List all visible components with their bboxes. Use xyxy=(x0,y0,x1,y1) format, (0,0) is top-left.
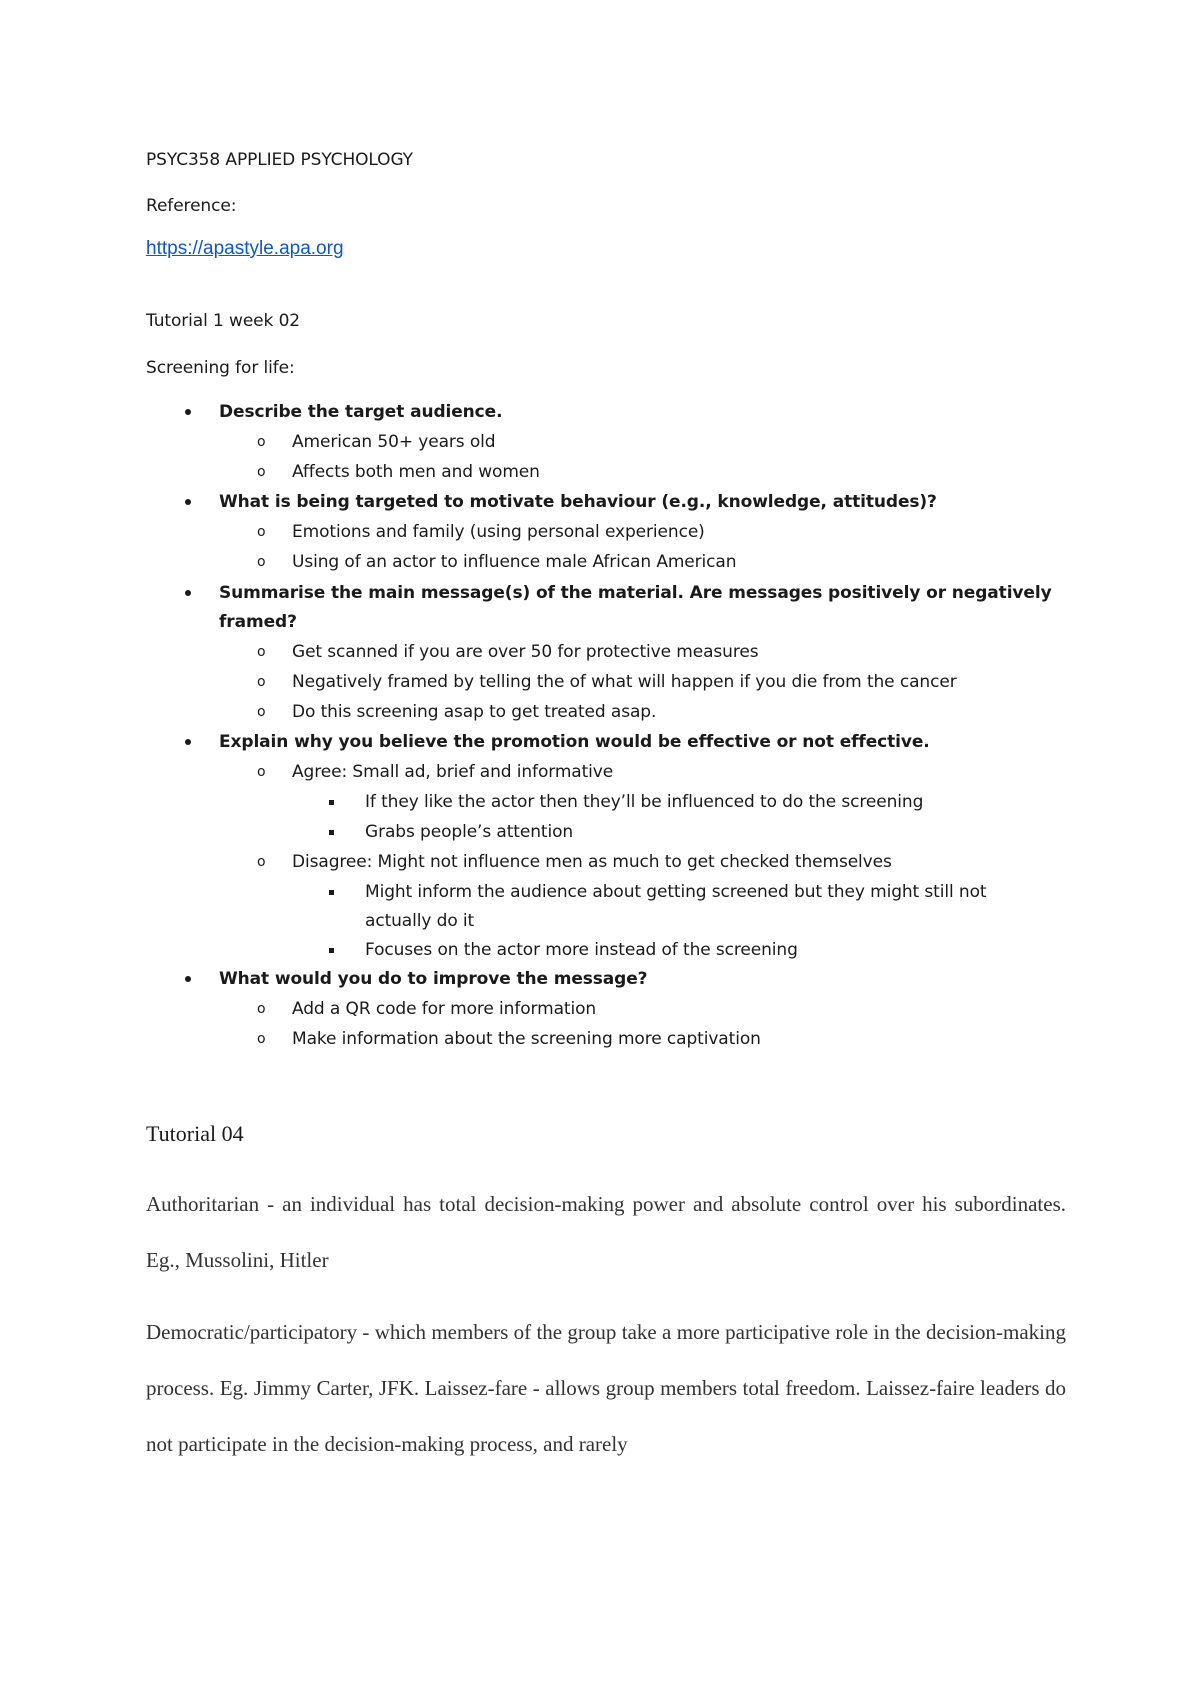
circle-marker: o xyxy=(257,464,266,480)
bullet-marker xyxy=(185,590,191,596)
bullet-marker xyxy=(185,499,191,505)
question-5: What would you do to improve the message? xyxy=(219,969,648,989)
circle-marker: o xyxy=(257,524,266,540)
answer-3-1: Get scanned if you are over 50 for protective measures xyxy=(292,642,759,662)
answer-1-1: American 50+ years old xyxy=(292,432,496,452)
answer-4-2-sub-2: Focuses on the actor more instead of the screening xyxy=(365,940,798,960)
square-marker xyxy=(329,948,334,953)
circle-marker: o xyxy=(257,704,266,720)
circle-marker: o xyxy=(257,1031,266,1047)
question-2: What is being targeted to motivate behaviour (e.g., knowledge, attitudes)? xyxy=(219,492,937,512)
answer-4-1: Agree: Small ad, brief and informative xyxy=(292,762,614,782)
question-3-line1: Summarise the main message(s) of the material. Are messages positively or negatively xyxy=(219,583,1052,603)
answer-5-2: Make information about the screening more captivation xyxy=(292,1029,761,1049)
tutorial1-subtitle: Screening for life: xyxy=(146,358,295,378)
circle-marker: o xyxy=(257,554,266,570)
circle-marker: o xyxy=(257,674,266,690)
bullet-marker xyxy=(185,409,191,415)
bullet-marker xyxy=(185,976,191,982)
circle-marker: o xyxy=(257,764,266,780)
circle-marker: o xyxy=(257,644,266,660)
answer-3-3: Do this screening asap to get treated asap. xyxy=(292,702,657,722)
tutorial4-paragraph-2: Democratic/participatory - which members of the group take a more participative role in the decision-making process. Eg. Jimmy Carter, JFK. Laissez-fare - allows group members total freedom. Laissez-faire leaders do not participate in the decision-making process, and rarely xyxy=(146,1320,1066,1456)
circle-marker: o xyxy=(257,854,266,870)
tutorial4-title: Tutorial 04 xyxy=(146,1121,244,1146)
question-4: Explain why you believe the promotion would be effective or not effective. xyxy=(219,732,930,752)
reference-label: Reference: xyxy=(146,196,237,216)
circle-marker: o xyxy=(257,434,266,450)
answer-2-1: Emotions and family (using personal experience) xyxy=(292,522,705,542)
answer-4-1-sub-1: If they like the actor then they’ll be influenced to do the screening xyxy=(365,792,924,812)
question-3-line2: framed? xyxy=(219,612,297,632)
tutorial4-paragraph-1: Authoritarian - an individual has total decision-making power and absolute control over his subordinates. Eg., Mussolini, Hitler xyxy=(146,1192,1066,1272)
square-marker xyxy=(329,800,334,805)
tutorial1-title: Tutorial 1 week 02 xyxy=(146,311,301,331)
answer-4-2: Disagree: Might not influence men as much to get checked themselves xyxy=(292,852,892,872)
question-1: Describe the target audience. xyxy=(219,402,503,422)
square-marker xyxy=(329,890,334,895)
answer-4-2-sub-1-line1: Might inform the audience about getting screened but they might still not xyxy=(365,882,987,902)
circle-marker: o xyxy=(257,1001,266,1017)
reference-link[interactable]: https://apastyle.apa.org xyxy=(146,238,344,259)
answer-2-2: Using of an actor to influence male African American xyxy=(292,552,737,572)
answer-4-1-sub-2: Grabs people’s attention xyxy=(365,822,574,842)
course-title: PSYC358 APPLIED PSYCHOLOGY xyxy=(146,150,413,170)
answer-1-2: Affects both men and women xyxy=(292,462,540,482)
bullet-marker xyxy=(185,739,191,745)
answer-5-1: Add a QR code for more information xyxy=(292,999,597,1019)
answer-4-2-sub-1-line2: actually do it xyxy=(365,911,475,931)
answer-3-2: Negatively framed by telling the of what will happen if you die from the cancer xyxy=(292,672,957,692)
square-marker xyxy=(329,830,334,835)
